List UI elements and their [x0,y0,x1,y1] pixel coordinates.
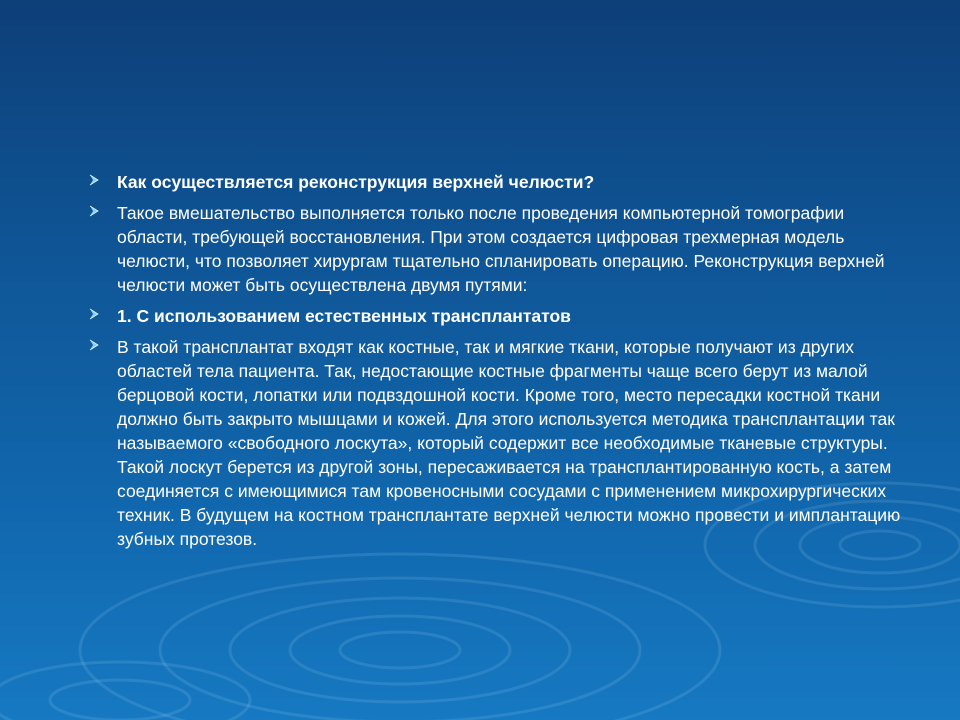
bullet-item [88,201,918,297]
chevron-arrow-icon [88,201,117,297]
bullet-text: В такой трансплантат входят как костные, так и мягкие ткани, которые получают из других областей тела пациента. Так, недостающие костные фрагменты чаще всего берут из малой берцовой кости, лопатки или подвздошной кости. Кроме того, место пересадки костной ткани должно быть закрыто мышцами и кожей. Для этого используется методика трансплантации так называемого «свободного лоскута», который содержит все необходимые тканевые структуры. Такой лоскут берется из другой зоны, пересаживается на трансплантированную кость, а затем соединяется с имеющимися там кровеносными сосудами с применением микрохирургических техник. В будущем на костном трансплантате верхней челюсти можно провести и имплантацию зубных протезов. [117,337,901,549]
bullet-item [88,304,918,328]
bullet-text: Такое вмешательство выполняется только после проведения компьютерной томографии области, требующей восстановления. При этом создается цифровая трехмерная модель челюсти, что позволяет хирургам тщательно спланировать операцию. Реконструкция верхней челюсти может быть осуществлена двумя путями: [117,203,885,295]
bullet-item [88,170,918,194]
bullet-list [88,170,918,558]
bullet-item [88,335,918,551]
chevron-arrow-icon [88,304,117,328]
chevron-arrow-icon [88,170,117,194]
bullet-heading: Как осуществляется реконструкция верхней челюсти? [117,172,595,192]
chevron-arrow-icon [88,335,117,551]
bullet-heading: 1. С использованием естественных трансплантатов [117,306,571,326]
